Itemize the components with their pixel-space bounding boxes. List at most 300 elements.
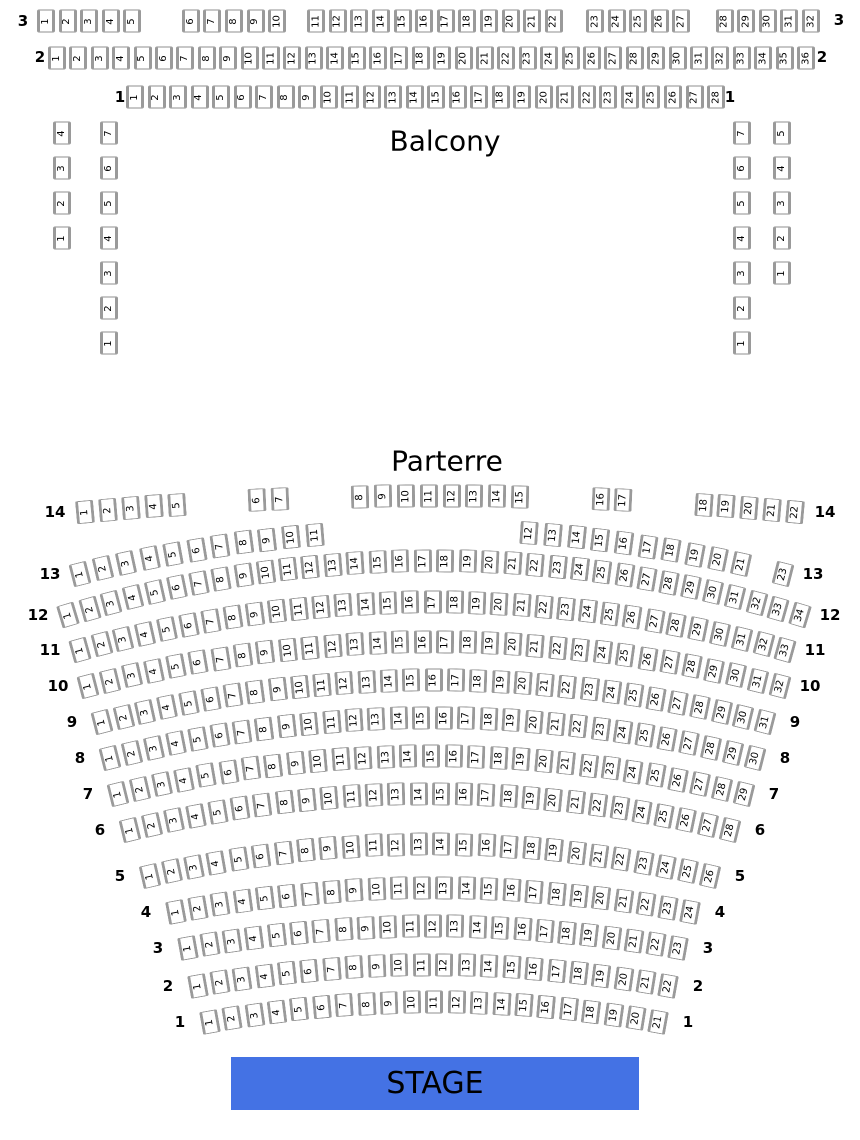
seat[interactable] bbox=[283, 47, 301, 70]
seat[interactable] bbox=[433, 47, 451, 70]
seat[interactable] bbox=[148, 86, 166, 109]
seat[interactable] bbox=[350, 485, 368, 508]
seat[interactable] bbox=[119, 817, 142, 844]
seat[interactable] bbox=[633, 850, 655, 876]
seat[interactable] bbox=[102, 10, 120, 33]
seat[interactable] bbox=[435, 953, 453, 976]
seat[interactable] bbox=[228, 846, 249, 872]
seat[interactable] bbox=[357, 992, 376, 1016]
seat[interactable] bbox=[266, 922, 286, 947]
seat[interactable] bbox=[402, 991, 420, 1014]
seat[interactable] bbox=[773, 157, 791, 180]
seat[interactable] bbox=[468, 591, 487, 615]
seat[interactable] bbox=[331, 747, 351, 771]
seat[interactable] bbox=[629, 10, 647, 33]
seat[interactable] bbox=[540, 47, 558, 70]
seat[interactable] bbox=[722, 739, 745, 765]
seat[interactable] bbox=[762, 498, 782, 522]
seat[interactable] bbox=[391, 631, 410, 654]
seat[interactable] bbox=[233, 563, 254, 588]
seat[interactable] bbox=[562, 47, 580, 70]
seat[interactable] bbox=[442, 484, 460, 507]
seat[interactable] bbox=[737, 10, 755, 33]
seat[interactable] bbox=[511, 747, 531, 771]
seat[interactable] bbox=[410, 782, 428, 805]
seat[interactable] bbox=[586, 10, 604, 33]
seat[interactable] bbox=[323, 634, 343, 658]
seat[interactable] bbox=[568, 714, 588, 739]
seat[interactable] bbox=[48, 47, 66, 70]
seat[interactable] bbox=[318, 836, 338, 860]
seat[interactable] bbox=[499, 784, 518, 808]
seat[interactable] bbox=[367, 877, 386, 901]
seat[interactable] bbox=[700, 735, 722, 761]
seat[interactable] bbox=[255, 560, 276, 585]
seat[interactable] bbox=[543, 788, 563, 813]
seat[interactable] bbox=[513, 917, 532, 941]
seat[interactable] bbox=[209, 722, 230, 748]
seat[interactable] bbox=[267, 677, 288, 702]
seat[interactable] bbox=[565, 790, 586, 815]
seat[interactable] bbox=[268, 10, 286, 33]
seat[interactable] bbox=[771, 561, 794, 588]
seat[interactable] bbox=[203, 10, 221, 33]
seat[interactable] bbox=[604, 47, 622, 70]
seat[interactable] bbox=[458, 10, 476, 33]
seat[interactable] bbox=[254, 716, 275, 741]
seat[interactable] bbox=[667, 767, 689, 793]
seat[interactable] bbox=[635, 892, 656, 917]
seat[interactable] bbox=[723, 584, 746, 611]
seat[interactable] bbox=[234, 86, 252, 109]
seat[interactable] bbox=[733, 122, 751, 145]
seat[interactable] bbox=[686, 86, 704, 109]
seat[interactable] bbox=[345, 955, 364, 979]
seat[interactable] bbox=[679, 899, 701, 925]
seat[interactable] bbox=[221, 1005, 242, 1031]
seat[interactable] bbox=[341, 86, 359, 109]
seat[interactable] bbox=[185, 803, 207, 829]
seat[interactable] bbox=[380, 991, 399, 1015]
seat[interactable] bbox=[399, 745, 417, 768]
seat[interactable] bbox=[299, 959, 319, 984]
seat[interactable] bbox=[702, 579, 725, 605]
seat[interactable] bbox=[468, 915, 487, 939]
seat[interactable] bbox=[100, 332, 118, 355]
seat[interactable] bbox=[363, 86, 381, 109]
seat[interactable] bbox=[470, 991, 489, 1015]
seat[interactable] bbox=[112, 703, 135, 730]
seat[interactable] bbox=[76, 673, 99, 700]
seat[interactable] bbox=[788, 601, 812, 628]
seat[interactable] bbox=[436, 549, 454, 572]
seat[interactable] bbox=[435, 876, 453, 899]
seat[interactable] bbox=[773, 227, 791, 250]
seat[interactable] bbox=[402, 669, 420, 692]
seat[interactable] bbox=[387, 833, 406, 856]
seat[interactable] bbox=[176, 47, 194, 70]
seat[interactable] bbox=[289, 920, 309, 945]
seat[interactable] bbox=[733, 297, 751, 320]
seat[interactable] bbox=[773, 637, 796, 664]
seat[interactable] bbox=[210, 566, 232, 592]
seat[interactable] bbox=[199, 931, 220, 957]
seat[interactable] bbox=[480, 10, 498, 33]
seat[interactable] bbox=[299, 712, 319, 737]
seat[interactable] bbox=[277, 714, 297, 739]
seat[interactable] bbox=[427, 86, 445, 109]
seat[interactable] bbox=[376, 745, 395, 769]
seat[interactable] bbox=[732, 703, 755, 730]
seat[interactable] bbox=[559, 997, 579, 1022]
seat[interactable] bbox=[196, 763, 218, 789]
seat[interactable] bbox=[614, 488, 633, 512]
seat[interactable] bbox=[519, 47, 537, 70]
seat[interactable] bbox=[634, 722, 655, 748]
seat[interactable] bbox=[707, 546, 729, 572]
seat[interactable] bbox=[247, 10, 265, 33]
seat[interactable] bbox=[262, 47, 280, 70]
seat[interactable] bbox=[444, 745, 462, 768]
seat[interactable] bbox=[273, 840, 294, 865]
seat[interactable] bbox=[187, 726, 209, 752]
seat[interactable] bbox=[247, 488, 266, 512]
seat[interactable] bbox=[524, 957, 544, 981]
seat[interactable] bbox=[623, 682, 644, 707]
seat[interactable] bbox=[296, 838, 316, 863]
seat[interactable] bbox=[356, 916, 375, 940]
seat[interactable] bbox=[178, 612, 200, 638]
seat[interactable] bbox=[257, 527, 278, 552]
seat[interactable] bbox=[255, 86, 273, 109]
seat[interactable] bbox=[719, 817, 742, 844]
seat[interactable] bbox=[642, 86, 660, 109]
seat[interactable] bbox=[657, 973, 679, 999]
seat[interactable] bbox=[244, 925, 265, 950]
seat[interactable] bbox=[626, 47, 644, 70]
seat[interactable] bbox=[98, 667, 121, 694]
seat[interactable] bbox=[635, 969, 656, 995]
seat[interactable] bbox=[251, 843, 272, 868]
seat[interactable] bbox=[492, 86, 510, 109]
seat[interactable] bbox=[187, 649, 209, 675]
seat[interactable] bbox=[656, 726, 678, 752]
seat[interactable] bbox=[645, 763, 667, 789]
seat[interactable] bbox=[491, 670, 510, 694]
seat[interactable] bbox=[53, 192, 71, 215]
seat[interactable] bbox=[647, 47, 665, 70]
seat[interactable] bbox=[608, 10, 626, 33]
seat[interactable] bbox=[631, 799, 653, 825]
seat[interactable] bbox=[200, 686, 222, 712]
seat[interactable] bbox=[289, 997, 309, 1022]
seat[interactable] bbox=[401, 591, 419, 614]
seat[interactable] bbox=[545, 10, 563, 33]
seat[interactable] bbox=[345, 878, 364, 902]
seat[interactable] bbox=[480, 954, 499, 978]
seat[interactable] bbox=[178, 690, 200, 716]
seat[interactable] bbox=[369, 47, 387, 70]
seat[interactable] bbox=[611, 846, 632, 872]
seat[interactable] bbox=[187, 973, 209, 999]
seat[interactable] bbox=[379, 669, 398, 693]
seat[interactable] bbox=[100, 589, 123, 616]
seat[interactable] bbox=[223, 682, 244, 707]
seat[interactable] bbox=[699, 863, 722, 889]
seat[interactable] bbox=[725, 662, 748, 688]
seat[interactable] bbox=[139, 863, 162, 889]
seat[interactable] bbox=[644, 608, 666, 634]
seat[interactable] bbox=[709, 621, 732, 647]
seat[interactable] bbox=[144, 579, 167, 605]
seat[interactable] bbox=[547, 881, 567, 906]
seat[interactable] bbox=[391, 550, 410, 573]
seat[interactable] bbox=[354, 746, 373, 770]
seat[interactable] bbox=[677, 858, 699, 884]
seat[interactable] bbox=[410, 833, 428, 856]
seat[interactable] bbox=[252, 793, 273, 818]
seat[interactable] bbox=[447, 991, 465, 1014]
seat[interactable] bbox=[121, 496, 141, 520]
seat[interactable] bbox=[384, 86, 402, 109]
seat[interactable] bbox=[457, 954, 476, 977]
seat[interactable] bbox=[165, 730, 187, 756]
seat[interactable] bbox=[465, 485, 483, 508]
seat[interactable] bbox=[802, 10, 820, 33]
seat[interactable] bbox=[425, 991, 443, 1014]
seat[interactable] bbox=[432, 833, 450, 856]
seat[interactable] bbox=[733, 781, 756, 808]
seat[interactable] bbox=[446, 915, 464, 938]
seat[interactable] bbox=[733, 47, 751, 70]
seat[interactable] bbox=[780, 10, 798, 33]
seat[interactable] bbox=[454, 783, 473, 806]
seat[interactable] bbox=[497, 47, 515, 70]
seat[interactable] bbox=[412, 706, 430, 729]
seat[interactable] bbox=[312, 995, 332, 1020]
seat[interactable] bbox=[733, 192, 751, 215]
seat[interactable] bbox=[390, 877, 409, 900]
seat[interactable] bbox=[241, 756, 262, 781]
seat[interactable] bbox=[759, 10, 777, 33]
seat[interactable] bbox=[322, 710, 342, 734]
seat[interactable] bbox=[612, 719, 633, 744]
seat[interactable] bbox=[396, 485, 414, 508]
seat[interactable] bbox=[422, 745, 440, 768]
seat[interactable] bbox=[305, 523, 325, 547]
seat[interactable] bbox=[578, 753, 599, 778]
seat[interactable] bbox=[229, 796, 250, 821]
seat[interactable] bbox=[308, 749, 328, 773]
seat[interactable] bbox=[368, 631, 387, 655]
seat[interactable] bbox=[123, 10, 141, 33]
seat[interactable] bbox=[591, 963, 612, 988]
seat[interactable] bbox=[591, 886, 612, 911]
seat[interactable] bbox=[667, 935, 689, 961]
seat[interactable] bbox=[621, 86, 639, 109]
seat[interactable] bbox=[710, 698, 733, 724]
seat[interactable] bbox=[501, 708, 520, 732]
seat[interactable] bbox=[372, 10, 390, 33]
seat[interactable] bbox=[222, 928, 243, 953]
seat[interactable] bbox=[489, 746, 508, 770]
seat[interactable] bbox=[658, 570, 680, 596]
seat[interactable] bbox=[165, 899, 187, 925]
seat[interactable] bbox=[659, 649, 681, 675]
seat[interactable] bbox=[570, 557, 591, 582]
seat[interactable] bbox=[754, 47, 772, 70]
seat[interactable] bbox=[112, 47, 130, 70]
seat[interactable] bbox=[277, 86, 295, 109]
seat[interactable] bbox=[467, 745, 486, 769]
seat[interactable] bbox=[645, 931, 666, 957]
seat[interactable] bbox=[198, 47, 216, 70]
seat[interactable] bbox=[100, 227, 118, 250]
seat[interactable] bbox=[357, 670, 376, 694]
seat[interactable] bbox=[579, 677, 600, 702]
seat[interactable] bbox=[78, 595, 102, 622]
seat[interactable] bbox=[241, 47, 259, 70]
seat[interactable] bbox=[191, 86, 209, 109]
seat[interactable] bbox=[655, 854, 677, 880]
seat[interactable] bbox=[613, 888, 634, 913]
seat[interactable] bbox=[601, 756, 622, 781]
seat[interactable] bbox=[266, 999, 287, 1024]
seat[interactable] bbox=[134, 698, 157, 724]
seat[interactable] bbox=[323, 553, 343, 577]
seat[interactable] bbox=[266, 599, 287, 624]
seat[interactable] bbox=[297, 788, 317, 813]
seat[interactable] bbox=[730, 626, 753, 653]
seat[interactable] bbox=[525, 553, 545, 577]
seat[interactable] bbox=[481, 631, 500, 655]
seat[interactable] bbox=[513, 671, 533, 695]
seat[interactable] bbox=[319, 786, 339, 810]
seat[interactable] bbox=[524, 880, 544, 904]
seat[interactable] bbox=[206, 850, 228, 876]
seat[interactable] bbox=[143, 658, 165, 684]
seat[interactable] bbox=[187, 895, 209, 921]
seat[interactable] bbox=[476, 47, 494, 70]
seat[interactable] bbox=[588, 843, 609, 868]
seat[interactable] bbox=[107, 781, 130, 808]
seat[interactable] bbox=[767, 595, 791, 622]
seat[interactable] bbox=[536, 995, 556, 1020]
seat[interactable] bbox=[499, 834, 518, 858]
seat[interactable] bbox=[592, 560, 613, 585]
seat[interactable] bbox=[547, 959, 567, 984]
seat[interactable] bbox=[599, 86, 617, 109]
seat[interactable] bbox=[53, 157, 71, 180]
seat[interactable] bbox=[469, 669, 488, 693]
seat[interactable] bbox=[379, 915, 398, 939]
seat[interactable] bbox=[523, 10, 541, 33]
seat[interactable] bbox=[210, 892, 231, 917]
seat[interactable] bbox=[161, 858, 183, 884]
seat[interactable] bbox=[672, 10, 690, 33]
seat[interactable] bbox=[390, 47, 408, 70]
seat[interactable] bbox=[479, 707, 498, 731]
seat[interactable] bbox=[112, 626, 135, 653]
seat[interactable] bbox=[647, 1009, 669, 1035]
seat[interactable] bbox=[334, 593, 354, 617]
seat[interactable] bbox=[300, 555, 320, 580]
seat[interactable] bbox=[151, 771, 173, 797]
seat[interactable] bbox=[614, 563, 635, 588]
seat[interactable] bbox=[747, 667, 770, 694]
seat[interactable] bbox=[535, 86, 553, 109]
seat[interactable] bbox=[379, 591, 398, 615]
seat[interactable] bbox=[502, 10, 520, 33]
seat[interactable] bbox=[773, 192, 791, 215]
seat[interactable] bbox=[697, 812, 720, 838]
seat[interactable] bbox=[144, 494, 164, 518]
seat[interactable] bbox=[490, 592, 509, 616]
seat[interactable] bbox=[716, 10, 734, 33]
seat[interactable] bbox=[232, 888, 253, 913]
seat[interactable] bbox=[90, 631, 113, 658]
seat[interactable] bbox=[459, 631, 478, 654]
seat[interactable] bbox=[739, 496, 759, 520]
seat[interactable] bbox=[592, 640, 613, 665]
seat[interactable] bbox=[753, 709, 776, 736]
seat[interactable] bbox=[100, 297, 118, 320]
seat[interactable] bbox=[664, 86, 682, 109]
seat[interactable] bbox=[680, 574, 702, 600]
seat[interactable] bbox=[557, 674, 577, 699]
seat[interactable] bbox=[277, 883, 297, 908]
seat[interactable] bbox=[281, 525, 301, 550]
seat[interactable] bbox=[115, 550, 138, 576]
seat[interactable] bbox=[139, 545, 161, 571]
seat[interactable] bbox=[488, 485, 506, 508]
seat[interactable] bbox=[458, 550, 477, 573]
seat[interactable] bbox=[614, 530, 635, 555]
seat[interactable] bbox=[167, 493, 186, 517]
seat[interactable] bbox=[200, 608, 222, 634]
seat[interactable] bbox=[345, 632, 364, 656]
seat[interactable] bbox=[636, 566, 658, 592]
seat[interactable] bbox=[140, 812, 163, 838]
seat[interactable] bbox=[210, 646, 231, 672]
seat[interactable] bbox=[470, 86, 488, 109]
seat[interactable] bbox=[660, 537, 682, 563]
seat[interactable] bbox=[274, 790, 295, 815]
seat[interactable] bbox=[367, 707, 386, 731]
seat[interactable] bbox=[173, 767, 195, 793]
seat[interactable] bbox=[603, 1002, 624, 1027]
seat[interactable] bbox=[305, 47, 323, 70]
seat[interactable] bbox=[687, 616, 709, 642]
seat[interactable] bbox=[232, 643, 253, 668]
seat[interactable] bbox=[526, 634, 546, 658]
seat[interactable] bbox=[435, 706, 453, 729]
seat[interactable] bbox=[768, 673, 791, 700]
seat[interactable] bbox=[694, 493, 713, 517]
seat[interactable] bbox=[122, 584, 145, 611]
seat[interactable] bbox=[609, 796, 630, 821]
seat[interactable] bbox=[212, 86, 230, 109]
seat[interactable] bbox=[637, 646, 658, 672]
seat[interactable] bbox=[277, 637, 297, 662]
seat[interactable] bbox=[277, 961, 297, 986]
seat[interactable] bbox=[413, 876, 431, 899]
seat[interactable] bbox=[543, 523, 563, 547]
seat[interactable] bbox=[68, 637, 91, 664]
seat[interactable] bbox=[75, 500, 95, 525]
seat[interactable] bbox=[578, 599, 599, 624]
seat[interactable] bbox=[623, 928, 644, 953]
